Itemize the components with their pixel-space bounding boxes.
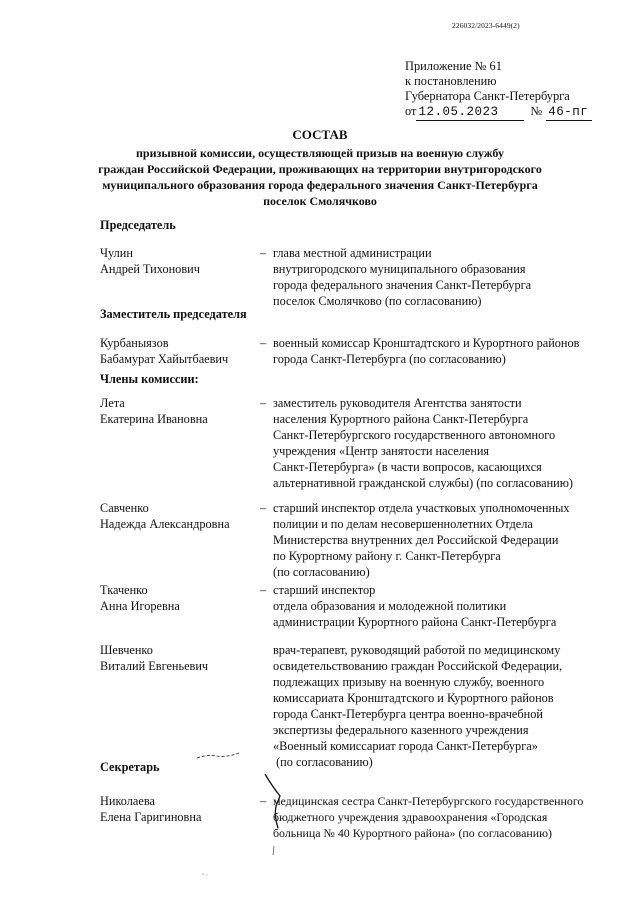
appendix-governor: Губернатора Санкт-Петербурга	[405, 89, 570, 103]
member-surname: Ткаченко	[100, 583, 148, 597]
member-given-names: Андрей Тихонович	[100, 262, 200, 276]
role-line: населения Курортного района Санкт-Петербурга	[273, 412, 529, 426]
member-dash: –	[260, 501, 267, 515]
resolution-number: 46-пг	[546, 105, 592, 121]
member-dash: –	[260, 336, 267, 350]
role-line: (по согласованию)	[273, 565, 370, 579]
role-line: глава местной администрации	[273, 246, 432, 260]
member-given-names: Надежда Александровна	[100, 517, 230, 531]
appendix-header	[405, 59, 598, 121]
section-commission-members: Члены комиссии:	[100, 372, 199, 386]
section-deputy-chairman: Заместитель председателя	[100, 307, 247, 321]
section-chairman: Председатель	[100, 218, 176, 232]
member-entry-nikolaeva	[100, 793, 620, 841]
section-secretary: Секретарь	[100, 760, 160, 774]
appendix-to-resolution: к постановлению	[405, 74, 497, 88]
role-line: заместитель руководителя Агентства занятости	[273, 396, 522, 410]
member-role	[273, 642, 619, 770]
role-line: комиссариата Кронштадтского и Курортного районов	[273, 691, 554, 705]
member-given-names: Анна Игоревна	[100, 599, 180, 613]
member-name	[100, 395, 260, 427]
member-given-names: Бабамурат Хайытбаевич	[100, 352, 229, 366]
role-line: внутригородского муниципального образования	[273, 262, 526, 276]
member-surname: Курбаныязов	[100, 336, 169, 350]
member-role	[273, 582, 619, 630]
document-title: СОСТАВ	[292, 127, 348, 142]
role-line: освидетельствованию граждан Российской Федерации,	[273, 659, 563, 673]
member-dash: –	[260, 396, 267, 410]
role-line: старший инспектор отдела участковых уполномоченных	[273, 501, 570, 515]
role-line: «Военный комиссариат города Санкт-Петербурга»	[273, 739, 538, 753]
member-name	[100, 245, 260, 277]
member-name	[100, 500, 260, 532]
appendix-date-line	[405, 104, 598, 121]
member-entry-chulin	[100, 245, 620, 309]
member-entry-leta	[100, 395, 620, 491]
role-line: города Санкт-Петербурга центра военно-врачебной	[273, 707, 543, 721]
subtitle-line: муниципального образования города федерального значения Санкт-Петербурга	[102, 178, 538, 192]
member-role	[273, 793, 619, 841]
role-line: альтернативной гражданской службы) (по согласованию)	[273, 476, 574, 490]
resolution-date: 12.05.2023	[416, 105, 524, 121]
date-prefix: от	[405, 104, 417, 118]
member-surname: Шевченко	[100, 643, 153, 657]
member-dash: –	[260, 246, 267, 260]
role-line: полиции и по делам несовершеннолетних Отдела	[273, 517, 533, 531]
role-line: учреждения «Центр занятости населения	[273, 444, 490, 458]
role-line: подлежащих призыву на военную службу, военного	[273, 675, 545, 689]
subtitle-line: призывной комиссии, осуществляющей призыв на военную службу	[136, 146, 504, 160]
member-surname: Николаева	[100, 794, 155, 808]
role-line: военный комиссар Кронштадтского и Курортного районов	[273, 336, 580, 350]
subtitle-line: граждан Российской Федерации, проживающих на территории внутригородского	[98, 162, 542, 176]
member-role	[273, 500, 619, 580]
member-entry-shevchenko	[100, 642, 620, 770]
role-line: больница № 40 Курортного района» (по согласованию)	[273, 826, 552, 840]
member-name	[100, 793, 260, 825]
role-line: Санкт-Петербургского государственного автономного	[273, 428, 556, 442]
role-line: поселок Смолячково (по согласованию)	[273, 294, 482, 308]
role-line: медицинская сестра Санкт-Петербургского государственного	[273, 794, 584, 808]
pen-stroke-mark	[195, 748, 245, 762]
member-given-names: Виталий Евгеньевич	[100, 659, 209, 673]
member-given-names: Елена Гаригиновна	[100, 810, 202, 824]
scan-speck	[200, 870, 210, 878]
role-line: Санкт-Петербурга» (в части вопросов, касающихся	[273, 460, 542, 474]
member-name	[100, 642, 260, 674]
member-entry-tkachenko	[100, 582, 620, 630]
role-line: старший инспектор	[273, 583, 376, 597]
role-line: отдела образования и молодежной политики	[273, 599, 507, 613]
member-surname: Чулин	[100, 246, 133, 260]
member-name	[100, 335, 260, 367]
member-entry-kurbanyyazov	[100, 335, 620, 367]
member-surname: Савченко	[100, 501, 149, 515]
member-surname: Лета	[100, 396, 125, 410]
member-dash: –	[260, 794, 267, 808]
member-given-names: Екатерина Ивановна	[100, 412, 208, 426]
role-line: экспертизы федерального казенного учреждения	[273, 723, 529, 737]
role-line: города Санкт-Петербурга (по согласованию)	[273, 352, 506, 366]
document-subtitle	[60, 145, 580, 209]
member-entry-savchenko	[100, 500, 620, 580]
document-registration-number: 226032/2023-6449(2)	[452, 21, 520, 30]
member-name	[100, 582, 260, 614]
role-line: по Курортному району г. Санкт-Петербурга	[273, 549, 501, 563]
signature-tick-mark	[262, 772, 288, 832]
role-line: администрации Курортного района Санкт-Петербурга	[273, 615, 557, 629]
role-line: Министерства внутренних дел Российской Федерации	[273, 533, 559, 547]
member-role	[273, 335, 619, 367]
role-line: бюджетного учреждения здравоохранения «Городская	[273, 810, 548, 824]
member-role	[273, 245, 619, 309]
number-prefix: №	[530, 104, 543, 118]
role-line: города федерального значения Санкт-Петербурга	[273, 278, 532, 292]
scan-speck	[270, 845, 278, 857]
member-role	[273, 395, 619, 491]
subtitle-line: поселок Смолячково	[263, 194, 377, 208]
member-dash: –	[260, 583, 267, 597]
appendix-number: Приложение № 61	[405, 59, 502, 73]
role-line: врач-терапевт, руководящий работой по медицинскому	[273, 643, 561, 657]
role-line: (по согласованию)	[273, 755, 373, 769]
